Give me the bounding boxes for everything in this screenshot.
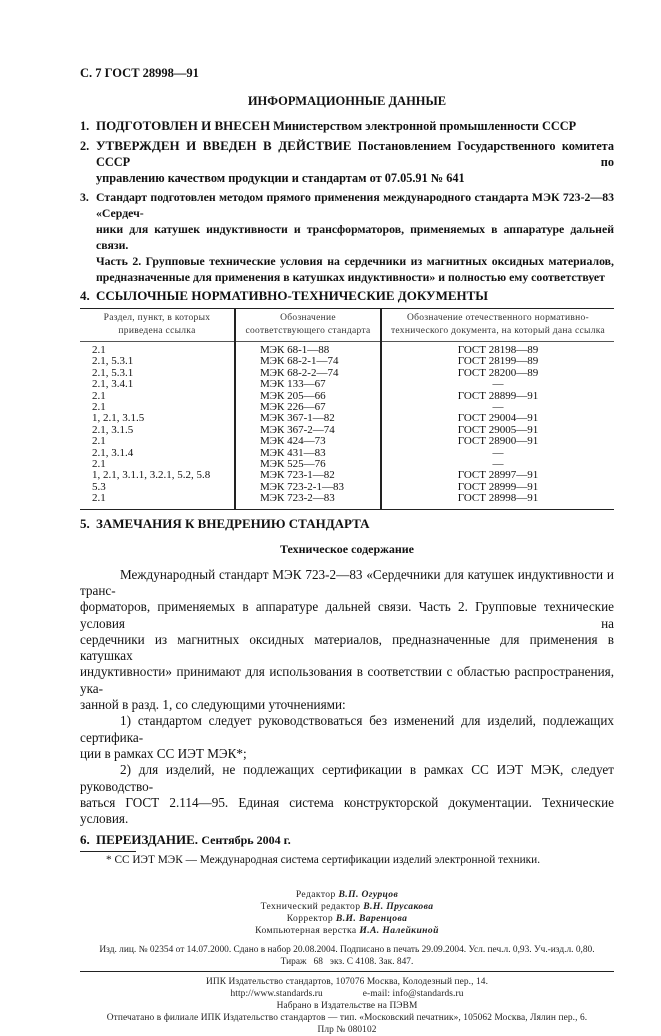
item-number: 5. xyxy=(80,515,90,531)
header-cell: Раздел, пункт, в которых приведена ссылка xyxy=(80,309,235,342)
imprint xyxy=(80,944,614,968)
table-cell: 2.1 xyxy=(92,344,106,356)
table-cell: 2.1, 3.4.1 xyxy=(92,378,134,391)
item-text: Сентябрь 2004 г. xyxy=(201,833,291,848)
table-cell: МЭК 424—73 xyxy=(235,436,381,447)
website-link[interactable]: http://www.standards.ru xyxy=(230,989,323,1000)
credit-corrector: Корректор В.И. Варенцова xyxy=(286,913,408,925)
table-cell: — xyxy=(381,379,614,390)
section-heading: ССЫЛОЧНЫЕ НОРМАТИВНО-ТЕХНИЧЕСКИЕ ДОКУМЕНТЫ xyxy=(96,288,489,303)
page-title: ИНФОРМАЦИОННЫЕ ДАННЫЕ xyxy=(247,94,447,108)
item-text: управлению качеством продукции и стандартам от 07.05.91 № 641 xyxy=(96,171,465,185)
item-text-line: предназначенные для применения в катушках индуктивности» и полностью ему соответствует xyxy=(96,270,605,284)
item-number: 1. xyxy=(80,119,90,133)
publisher xyxy=(80,976,614,1036)
table-cell: ГОСТ 28198—89 xyxy=(381,342,614,357)
item-1 xyxy=(80,118,614,134)
table-cell: МЭК 525—76 xyxy=(235,459,381,470)
table-row xyxy=(80,342,614,357)
table-cell: — xyxy=(381,402,614,413)
item-lead: ПОДГОТОВЛЕН И ВНЕСЕН xyxy=(96,118,271,133)
publisher-line: Набрано в Издательстве на ПЭВМ xyxy=(276,1001,418,1012)
table-cell: МЭК 723-1—82 xyxy=(235,470,381,481)
table-cell: ГОСТ 28997—91 xyxy=(381,470,614,481)
header-cell: Обозначение отечественного нормативно- технического документа, на который дана ссылка xyxy=(381,309,614,342)
table-header xyxy=(80,309,614,342)
table-cell: 5.3 xyxy=(92,480,106,493)
table-cell: ГОСТ 28998—91 xyxy=(381,493,614,509)
item-lead: УТВЕРЖДЕН И ВВЕДЕН В ДЕЙСТВИЕ xyxy=(96,138,352,153)
item-number: 6. xyxy=(80,832,90,848)
body-paragraph xyxy=(80,567,614,828)
references-table xyxy=(80,308,614,510)
item-number: 3. xyxy=(80,190,89,204)
table-cell: 2.1 xyxy=(92,435,106,448)
table-cell: — xyxy=(381,448,614,459)
table-cell: 1, 2.1, 3.1.1, 3.2.1, 5.2, 5.8 xyxy=(92,469,211,482)
section-heading: ЗАМЕЧАНИЯ К ВНЕДРЕНИЮ СТАНДАРТА xyxy=(96,515,370,531)
table-cell: 2.1, 3.1.4 xyxy=(92,446,134,459)
item-3 xyxy=(80,189,614,285)
item-5 xyxy=(80,516,614,532)
item-number: 4. xyxy=(80,288,90,303)
table-cell: МЭК 133—67 xyxy=(235,379,381,390)
table-cell: МЭК 226—67 xyxy=(235,402,381,413)
table-cell: ГОСТ 28200—89 xyxy=(381,368,614,379)
table-cell: 2.1, 3.1.5 xyxy=(92,423,134,436)
item-lead: ПЕРЕИЗДАНИЕ. xyxy=(96,832,199,848)
table-cell: — xyxy=(381,459,614,470)
table-cell: ГОСТ 29004—91 xyxy=(381,413,614,424)
credits xyxy=(80,889,614,937)
table-row xyxy=(80,493,614,509)
table-cell: 2.1 xyxy=(92,389,106,402)
table-cell: МЭК 431—83 xyxy=(235,448,381,459)
publisher-contacts xyxy=(80,988,614,1000)
table-row xyxy=(80,391,614,402)
table-cell: ГОСТ 29005—91 xyxy=(381,425,614,436)
paragraph-line: Международный стандарт МЭК 723-2—83 «Сердечники для катушек индуктивности и транс- xyxy=(80,566,614,598)
item-4 xyxy=(80,288,614,304)
item-text: Постановлением Государственного комитета СССР по xyxy=(96,139,614,169)
credit-editor: Редактор В.П. Огурцов xyxy=(295,889,399,901)
footnote: * СС ИЭТ МЭК — Международная система сертификации изделий электронной техники. xyxy=(106,854,541,867)
table-cell: 2.1, 5.3.1 xyxy=(92,355,134,368)
table-cell: ГОСТ 28199—89 xyxy=(381,356,614,367)
item-text-line: Стандарт подготовлен методом прямого применения международного стандарта МЭК 723-2—83 «Сердеч- xyxy=(96,190,614,220)
table-cell: МЭК 367-1—82 xyxy=(235,413,381,424)
paragraph-line: ваться ГОСТ 2.114—95. Единая система конструкторской документации. Технические условия. xyxy=(80,794,614,827)
item-2 xyxy=(80,138,614,186)
imprint-line: Изд. лиц. № 02354 от 14.07.2000. Сдано в набор 20.08.2004. Подписано в печать 29.09.2004. Усл. печ.л. 0,93. Уч.-изд.л. 0,80. xyxy=(99,945,595,956)
email-link[interactable]: e-mail: info@standards.ru xyxy=(362,989,464,1000)
imprint-line: Тираж 68 экз. С 4108. Зак. 847. xyxy=(280,957,414,968)
footnote-rule xyxy=(80,851,136,852)
publisher-line: Плр № 080102 xyxy=(317,1025,377,1036)
table-cell: МЭК 723-2-1—83 xyxy=(235,482,381,493)
table-row xyxy=(80,368,614,379)
credit-tech-editor: Технический редактор В.Н. Прусакова xyxy=(260,901,434,913)
paragraph-line: ции в рамках СС ИЭТ МЭК*; xyxy=(80,745,247,761)
table-cell: МЭК 68-1—88 xyxy=(235,342,381,357)
paragraph-line: сердечники из магнитных оксидных материалов, предназначенные для применения в катушках xyxy=(80,631,614,664)
table-row xyxy=(80,436,614,447)
document-page xyxy=(80,0,614,1036)
table-cell: МЭК 723-2—83 xyxy=(235,493,381,509)
table-cell: 2.1 xyxy=(92,492,106,505)
credit-layout: Компьютерная верстка И.А. Налейкиной xyxy=(255,925,439,937)
paragraph-line: 1) стандартом следует руководствоваться без изменений для изделий, подлежащих сертифика- xyxy=(80,713,614,745)
table-row xyxy=(80,379,614,390)
item-text: Министерством электронной промышленности СССР xyxy=(273,119,577,133)
item-text-line: Часть 2. Групповые технические условия на сердечники из магнитных оксидных материалов, xyxy=(96,254,614,268)
table-cell: 1, 2.1, 3.1.5 xyxy=(92,412,145,425)
table-row xyxy=(80,448,614,459)
table-cell: ГОСТ 28999—91 xyxy=(381,482,614,493)
paragraph-line: форматоров, применяемых в аппаратуре дальней связи. Часть 2. Групповые технические условия на xyxy=(80,599,614,631)
footer-rule xyxy=(80,971,614,972)
header-cell: Обозначение соответствующего стандарта xyxy=(235,309,381,342)
table-cell: МЭК 367-2—74 xyxy=(235,425,381,436)
item-6 xyxy=(80,832,614,848)
paragraph-line: занной в разд. 1, со следующими уточнениями: xyxy=(80,697,346,713)
paragraph-line: 2) для изделий, не подлежащих сертификации в рамках СС ИЭТ МЭК, следует руководство- xyxy=(80,762,614,794)
table-cell: 2.1 xyxy=(92,401,106,414)
publisher-line: ИПК Издательство стандартов, 107076 Москва, Колодезный пер., 14. xyxy=(205,977,489,988)
table-cell: 2.1, 5.3.1 xyxy=(92,366,134,379)
subsection-title: Техническое содержание xyxy=(279,541,414,556)
publisher-line: Отпечатано в филиале ИПК Издательство стандартов — тип. «Московский печатник», 105062 Москва, Лялин пер., 6. xyxy=(106,1013,588,1024)
table-cell: МЭК 205—66 xyxy=(235,391,381,402)
item-text-line: ники для катушек индуктивности и трансформаторов, применяемых в аппаратуре дальней связи. xyxy=(96,222,614,252)
table-cell: ГОСТ 28899—91 xyxy=(381,391,614,402)
item-number: 2. xyxy=(80,139,90,153)
table-cell: ГОСТ 28900—91 xyxy=(381,436,614,447)
running-head: С. 7 ГОСТ 28998—91 xyxy=(80,66,199,80)
table-cell: МЭК 68-2-1—74 xyxy=(235,356,381,367)
table-cell: МЭК 68-2-2—74 xyxy=(235,368,381,379)
paragraph-line: индуктивности» принимают для использования в соответствии с областью распространения, ука- xyxy=(80,664,614,696)
table-cell: 2.1 xyxy=(92,458,106,471)
